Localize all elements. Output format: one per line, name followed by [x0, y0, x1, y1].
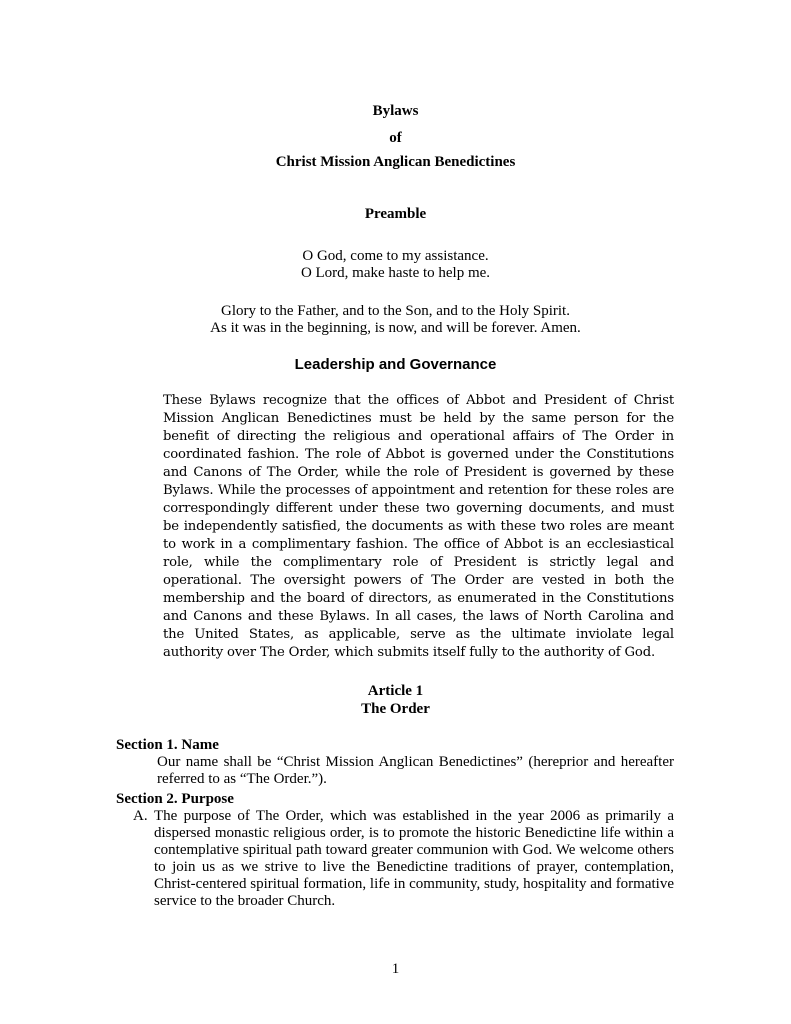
- section-2-purpose-text: The purpose of The Order, which was established in the year 2006 as primarily a dispersed monastic religious order, is to promote the historic Benedictine life within a contemplative spiritual path toward greater communion with God. We welcome others to join us as we strive to live the Benedictine traditions of prayer, contemplation, Christ-centered spiritual formation, life in community, study, hospitality and formative service to the broader Church.: [154, 808, 674, 909]
- section-2-heading: Section 2. Purpose: [116, 791, 234, 807]
- prayer-line-2: O Lord, make haste to help me.: [300, 265, 491, 281]
- prayer-line-3: Glory to the Father, and to the Son, and to the Holy Spirit.: [221, 303, 570, 319]
- section-1-heading: Section 1. Name: [116, 737, 219, 753]
- leadership-governance-paragraph: These Bylaws recognize that the offices of Abbot and President of Christ Mission Anglican Benedictines must be held by the same person for the benefit of directing the religious and operational affairs of The Order in coordinated fashion. The role of Abbot is governed under the Constitutions and Canons of The Order, while the role of President is governed by these Bylaws. While the processes of appointment and retention for these roles are correspondingly different under these two governing documents, and must be independently satisfied, the documents as with these two roles are meant to work in a complimentary fashion. The office of Abbot is an ecclesiastical role, while the complimentary role of President is strictly legal and operational. The oversight powers of The Order are vested in both the membership and the board of directors, as enumerated in the Constitutions and Canons and these Bylaws. In all cases, the laws of North Carolina and the United States, as applicable, serve as the ultimate inviolate legal authority over The Order, which submits itself fully to the authority of God.: [163, 393, 674, 660]
- leadership-governance-heading: Leadership and Governance: [294, 356, 497, 373]
- prayer-line-4: As it was in the beginning, is now, and will be forever. Amen.: [210, 320, 581, 336]
- page-number: 1: [391, 961, 400, 977]
- section-2-list-marker: A.: [133, 808, 148, 824]
- section-1-text: Our name shall be “Christ Mission Anglican Benedictines” (hereprior and hereafter referred to as “The Order.”).: [157, 754, 674, 787]
- document-title-of: of: [389, 130, 402, 146]
- preamble-heading: Preamble: [364, 206, 427, 222]
- organization-name: Christ Mission Anglican Benedictines: [275, 154, 516, 170]
- article-heading: Article 1: [367, 683, 424, 699]
- prayer-line-1: O God, come to my assistance.: [302, 248, 489, 264]
- document-title: Bylaws: [372, 103, 419, 119]
- article-subheading: The Order: [361, 701, 430, 717]
